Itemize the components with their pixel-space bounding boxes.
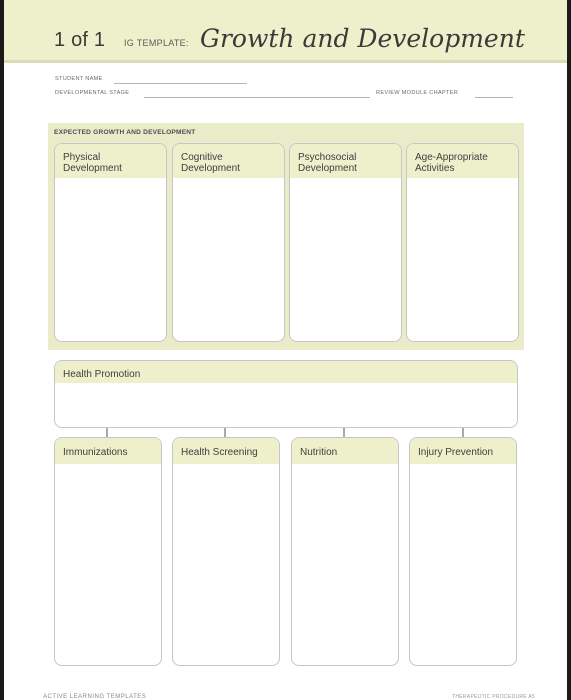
review-module-chapter-field[interactable] bbox=[475, 97, 513, 98]
box-label: Cognitive Development bbox=[181, 152, 240, 174]
review-module-chapter-label: REVIEW MODULE CHAPTER bbox=[376, 90, 459, 96]
connector-line bbox=[224, 428, 226, 437]
student-name-label: STUDENT NAME bbox=[55, 76, 103, 82]
box-label: Immunizations bbox=[63, 447, 128, 458]
health-promotion-label: Health Promotion bbox=[63, 369, 141, 380]
section-title: EXPECTED GROWTH AND DEVELOPMENT bbox=[54, 129, 196, 136]
template-label: IG TEMPLATE: bbox=[124, 38, 189, 48]
box-label: Health Screening bbox=[181, 447, 258, 458]
box-label: Age-Appropriate Activities bbox=[415, 152, 488, 174]
age-appropriate-activities-box[interactable] bbox=[406, 143, 519, 342]
page-counter: 1 of 1 bbox=[54, 29, 106, 51]
immunizations-box[interactable] bbox=[54, 437, 162, 666]
psychosocial-development-box[interactable] bbox=[289, 143, 402, 342]
footer-right-text: THERAPEUTIC PROCEDURE A5 bbox=[452, 694, 536, 700]
connector-line bbox=[106, 428, 108, 437]
cognitive-development-box[interactable] bbox=[172, 143, 285, 342]
developmental-stage-field[interactable] bbox=[144, 97, 370, 98]
developmental-stage-label: DEVELOPMENTAL STAGE bbox=[55, 90, 130, 96]
box-label: Physical Development bbox=[63, 152, 122, 174]
connector-line bbox=[462, 428, 464, 437]
health-promotion-box[interactable] bbox=[54, 360, 518, 428]
template-header bbox=[4, 0, 567, 63]
injury-prevention-box[interactable] bbox=[409, 437, 517, 666]
box-label: Psychosocial Development bbox=[298, 152, 357, 174]
connector-line bbox=[343, 428, 345, 437]
box-label: Injury Prevention bbox=[418, 447, 494, 458]
footer-left-text: ACTIVE LEARNING TEMPLATES bbox=[43, 694, 147, 700]
student-name-field[interactable] bbox=[114, 83, 247, 84]
health-screening-box[interactable] bbox=[172, 437, 280, 666]
page-title: Growth and Development bbox=[200, 24, 525, 53]
box-label: Nutrition bbox=[300, 447, 338, 458]
nutrition-box[interactable] bbox=[291, 437, 399, 666]
left-frame-edge bbox=[0, 0, 4, 700]
physical-development-box[interactable] bbox=[54, 143, 167, 342]
right-frame-edge bbox=[567, 0, 571, 700]
